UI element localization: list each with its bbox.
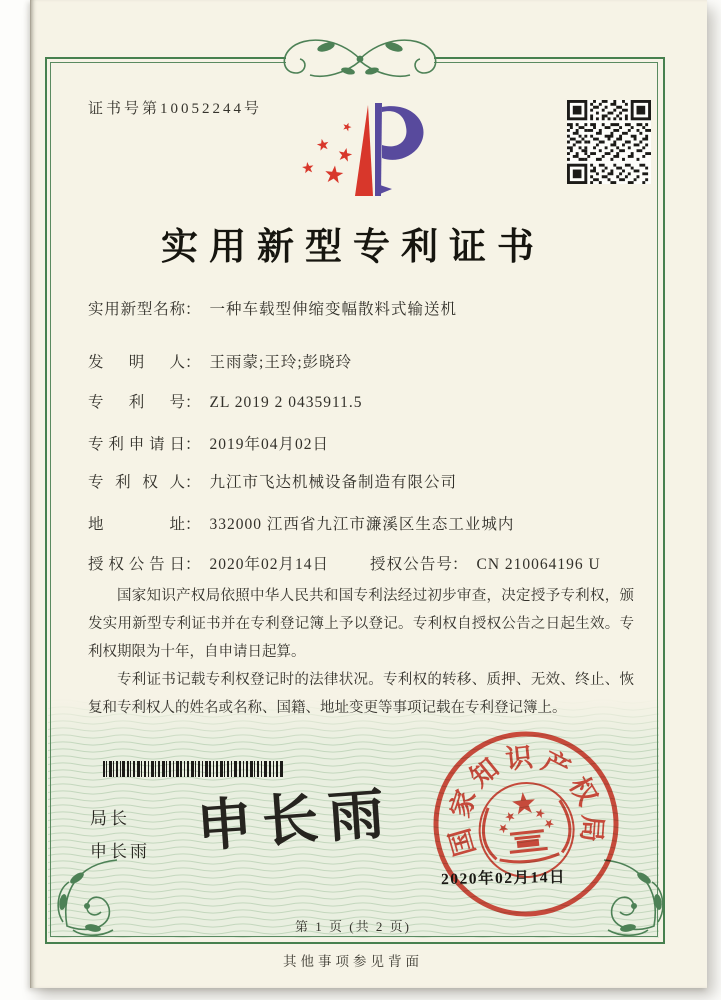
- grant-number-value: CN 210064196 U: [476, 556, 601, 573]
- field-colon: ：: [185, 474, 201, 491]
- seal-char: 家: [444, 786, 482, 822]
- seal-char: 产: [537, 745, 575, 785]
- director-signature: 申长雨: [194, 783, 397, 859]
- field-colon: ：: [185, 436, 201, 453]
- field-value: 一种车载型伸缩变幅散料式输送机: [209, 301, 458, 318]
- seal-char: 局: [575, 814, 608, 844]
- legal-paragraph: 专利证书记载专利权登记时的法律状况。专利权的转移、质押、无效、终止、恢复和专利权人的姓名或名称、国籍、地址变更等事项记载在专利登记簿上。: [88, 672, 634, 716]
- legal-text: [88, 582, 634, 722]
- signatory-block: [90, 802, 150, 868]
- field-row-patentee: [88, 470, 648, 492]
- field-colon: ：: [185, 556, 201, 573]
- signatory-title: 局长: [90, 809, 130, 828]
- field-value: 2019年04月02日: [209, 436, 330, 453]
- field-label: 专利权人: [88, 474, 185, 491]
- certificate-number: 证书号第10052244号: [88, 101, 263, 117]
- field-colon: ：: [185, 354, 201, 371]
- qr-code-icon: [567, 100, 651, 184]
- barcode-icon: [103, 761, 285, 777]
- back-note: 其他事项参见背面: [283, 954, 423, 969]
- field-row-patent-number: [88, 390, 648, 412]
- field-label: 授权公告日: [88, 556, 185, 573]
- signatory-name: 申长雨: [90, 842, 150, 861]
- seal-char: 国: [444, 825, 481, 860]
- field-row-invention-name: [88, 297, 648, 319]
- field-value: 332000 江西省九江市濂溪区生态工业城内: [209, 516, 515, 533]
- field-row-filing-date: [88, 432, 648, 454]
- field-colon: ：: [185, 516, 201, 533]
- certificate-title: 实用新型专利证书: [161, 227, 545, 268]
- seal-date: 2020年02月14日: [440, 868, 567, 889]
- field-label: 专利号: [88, 394, 185, 411]
- legal-paragraph: 国家知识产权局依照中华人民共和国专利法经过初步审查，决定授予专利权，颁发实用新型专利证书并在专利登记簿上予以登记。专利权自授权公告之日起生效。专利权期限为十年，自申请日起算。: [88, 588, 634, 660]
- grant-date-value: 2020年02月14日: [209, 556, 330, 573]
- field-colon: ：: [452, 556, 468, 573]
- page-number: 第 1 页 (共 2 页): [295, 919, 411, 934]
- cnipa-round-seal-icon: [418, 716, 633, 931]
- field-row-address: [88, 512, 648, 534]
- field-colon: ：: [185, 394, 201, 411]
- field-label: 授权公告号: [370, 556, 452, 573]
- field-label: 专利申请日: [88, 436, 185, 453]
- grant-number-group: [370, 552, 601, 574]
- seal-char: 知: [464, 752, 505, 793]
- field-row-grant: [88, 552, 648, 574]
- scroll-ornament-icon: [252, 27, 468, 89]
- field-label: 地址: [88, 516, 185, 533]
- seal-char: 权: [563, 771, 603, 811]
- field-label: 发明人: [88, 354, 185, 371]
- seal-char: 识: [504, 742, 535, 775]
- field-value: ZL 2019 2 0435911.5: [209, 394, 363, 411]
- field-row-inventors: [88, 350, 648, 372]
- cnipa-logo-icon: [294, 99, 434, 201]
- field-value: 王雨蒙;王玲;彭晓玲: [209, 354, 353, 371]
- field-value: 九江市飞达机械设备制造有限公司: [209, 474, 458, 491]
- field-colon: ：: [185, 301, 201, 318]
- field-label: 实用新型名称: [88, 301, 185, 318]
